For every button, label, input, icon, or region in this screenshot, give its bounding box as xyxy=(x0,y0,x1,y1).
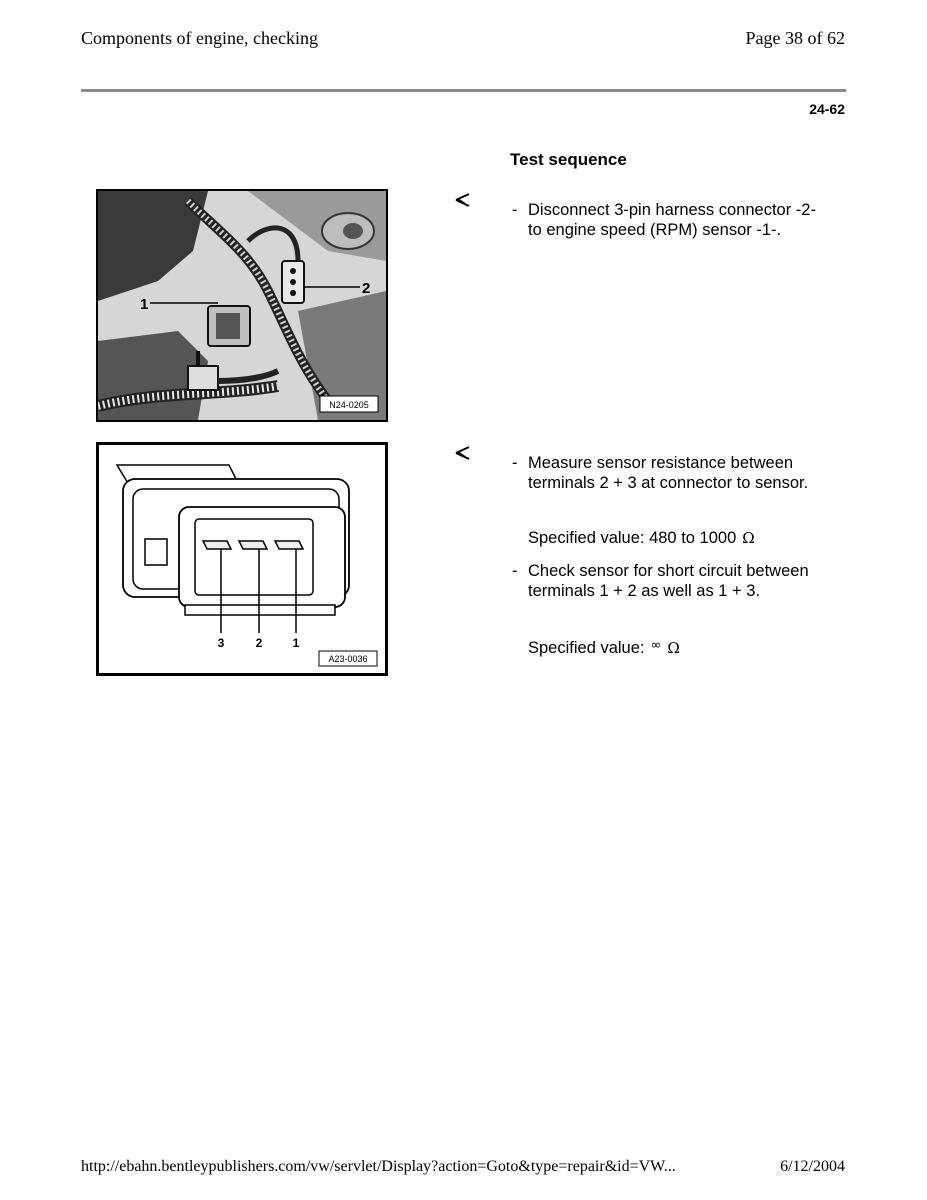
figure-pointer-icon xyxy=(455,193,471,207)
footer-url: http://ebahn.bentleypublishers.com/vw/servlet/Display?action=Goto&type=repair&id=VW... xyxy=(81,1158,676,1175)
step-text: Check sensor for short circuit between terminals 1 + 2 as well as 1 + 3. xyxy=(528,562,809,600)
callout-2: 2 xyxy=(362,280,371,297)
page-header-title: Components of engine, checking xyxy=(81,28,318,48)
figure-code: A23-0036 xyxy=(328,654,368,664)
section-heading: Test sequence xyxy=(510,150,627,169)
spec-value: ∞ xyxy=(650,638,662,653)
callout-1: 1 xyxy=(140,296,149,313)
figure-sensor-connector xyxy=(96,442,388,676)
step-dash: - xyxy=(512,454,518,472)
figure-pointer-icon xyxy=(455,446,471,460)
page-code: 24-62 xyxy=(809,101,845,117)
figure-code: N24-0205 xyxy=(329,400,369,410)
spec-label: Specified value: 480 to 1000 xyxy=(528,529,737,547)
connector-illustration xyxy=(99,445,385,673)
spec-label: Specified value: xyxy=(528,639,645,657)
step-dash: - xyxy=(512,562,518,580)
step-text: Disconnect 3-pin harness connector -2- to engine speed (RPM) sensor -1-. xyxy=(528,201,816,239)
spec-unit: Ω xyxy=(667,639,680,657)
footer-date: 6/12/2004 xyxy=(780,1158,845,1175)
step-measure-resistance xyxy=(512,453,832,493)
figure-engine-speed-sensor xyxy=(96,189,388,422)
header-divider xyxy=(81,89,846,92)
spec-resistance xyxy=(528,528,755,548)
terminal-label-3: 3 xyxy=(217,636,225,650)
terminal-label-2: 2 xyxy=(255,636,263,650)
spec-unit: Ω xyxy=(742,529,755,547)
step-dash: - xyxy=(512,201,518,219)
step-disconnect-connector xyxy=(512,200,832,240)
page-number: Page 38 of 62 xyxy=(745,28,845,48)
terminal-label-1: 1 xyxy=(292,636,300,650)
engine-bay-illustration xyxy=(98,191,386,420)
spec-short-circuit xyxy=(528,636,680,658)
step-check-short-circuit xyxy=(512,561,832,601)
step-text: Measure sensor resistance between terminals 2 + 3 at connector to sensor. xyxy=(528,454,809,492)
